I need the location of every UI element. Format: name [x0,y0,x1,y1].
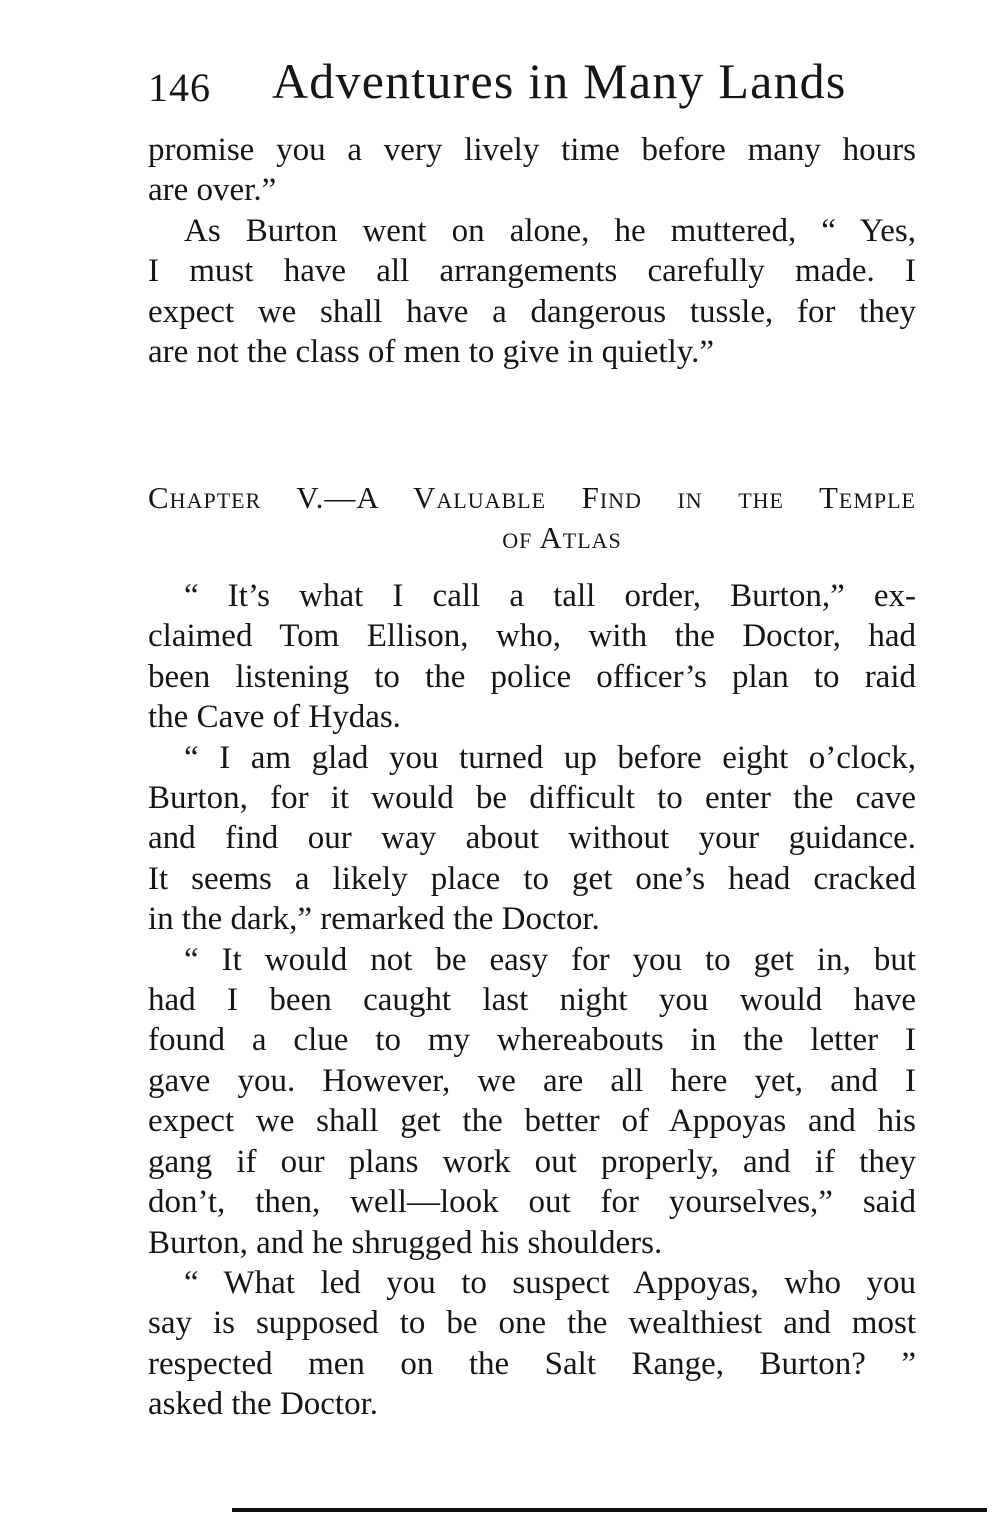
text-line: are over.” [148,172,277,209]
text-line: had I been caught last night you would have [148,982,916,1019]
text-line: asked the Doctor. [148,1386,379,1423]
text-line: It seems a likely place to get one’s head cracked [148,860,916,897]
text-block-main [148,576,916,1425]
text-line: found a clue to my whereabouts in the letter I [148,1022,916,1059]
text-line: and find our way about without your guidance. [148,820,916,857]
text-line: gave you. However, we are all here yet, and I [148,1062,916,1099]
text-line: don’t, then, well—look out for yourselves,” said [148,1184,916,1221]
text-line: expect we shall get the better of Appoyas and his [148,1103,916,1140]
text-line: been listening to the police officer’s plan to raid [148,658,916,695]
paragraph-continued [148,130,916,211]
text-line: “ It’s what I call a tall order, Burton,” ex- [184,578,916,614]
text-line: “ It would not be easy for you to get in, but [184,941,916,978]
page-number: 146 [148,65,211,110]
running-head [148,52,908,116]
text-line: Burton, and he shrugged his shoulders. [148,1224,663,1261]
bottom-rule [232,1508,987,1512]
text-line: I must have all arrangements carefully made. I [148,253,916,290]
chapter-heading [148,478,916,558]
text-line: “ What led you to suspect Appoyas, who you [184,1264,916,1301]
text-block-top [148,130,916,372]
text-line: respected men on the Salt Range, Burton? ” [148,1345,916,1382]
text-line: Burton, for it would be difficult to enter the cave [148,780,916,817]
text-line: As Burton went on alone, he muttered, “ Yes, [184,212,916,249]
text-line: in the dark,” remarked the Doctor. [148,901,600,938]
text-line: expect we shall have a dangerous tussle, for they [148,293,916,330]
chapter-heading-line: of Atlas [502,520,622,555]
text-line: the Cave of Hydas. [148,699,401,736]
text-line: promise you a very lively time before many hours [148,132,916,168]
text-line: “ I am glad you turned up before eight o’clock, [184,739,916,776]
paragraph [148,940,916,1263]
text-line: say is supposed to be one the wealthiest and most [148,1305,916,1342]
paragraph [148,576,916,738]
paragraph [148,211,916,373]
text-line: are not the class of men to give in quietly.” [148,334,715,371]
running-title: Adventures in Many Lands [272,53,847,109]
paragraph [148,1263,916,1425]
text-line: gang if our plans work out properly, and if they [148,1143,916,1180]
chapter-heading-line: Chapter V.—A Valuable Find in the Temple [148,480,916,515]
paragraph [148,738,916,940]
text-line: claimed Tom Ellison, who, with the Doctor, had [148,618,916,655]
